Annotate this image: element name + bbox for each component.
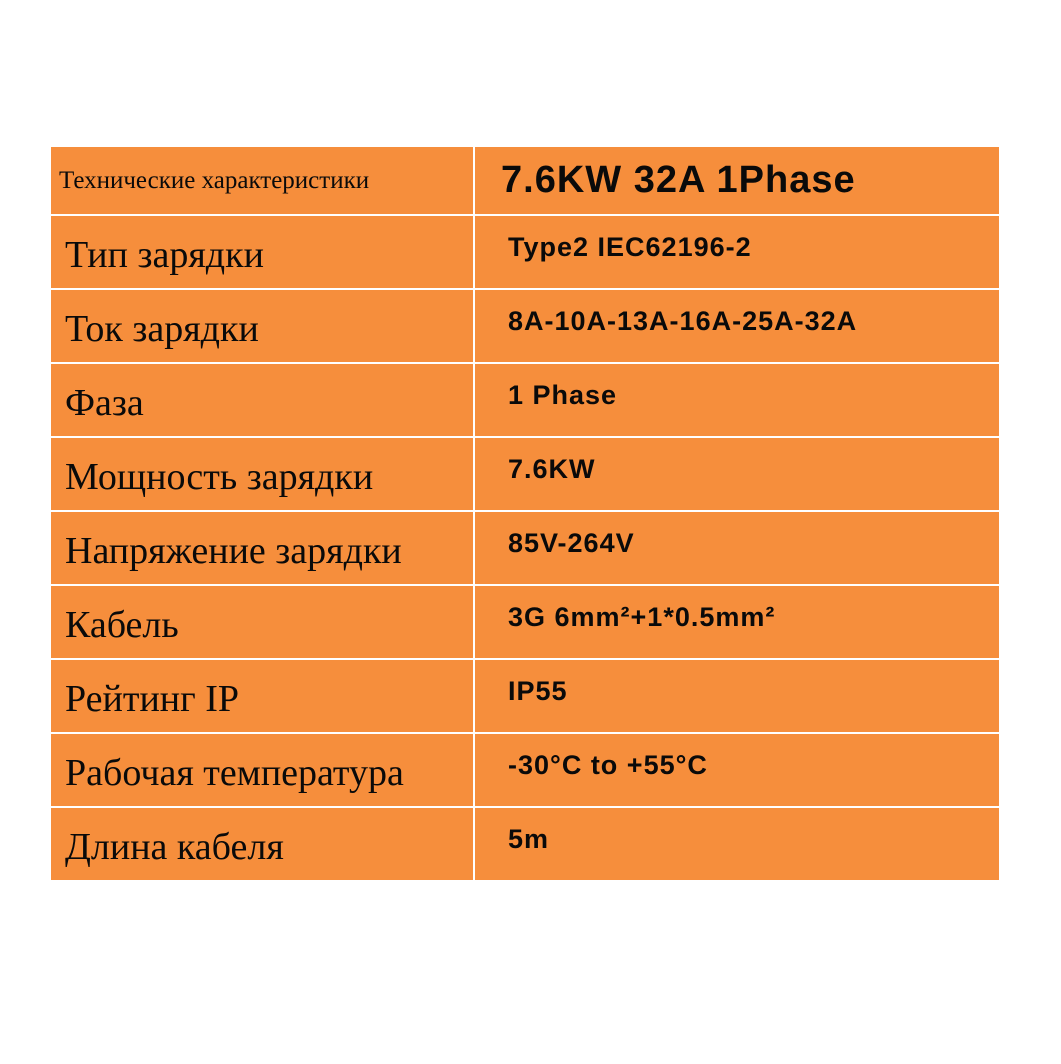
row-value-operating-temperature: -30°C to +55°C (474, 733, 1000, 807)
row-label-cable: Кабель (50, 585, 474, 659)
table-row (50, 659, 1000, 733)
row-value-phase: 1 Phase (474, 363, 1000, 437)
row-label-operating-temperature: Рабочая температура (50, 733, 474, 807)
row-value-cable: 3G 6mm²+1*0.5mm² (474, 585, 1000, 659)
row-label-charging-power: Мощность зарядки (50, 437, 474, 511)
header-label-cell: Технические характеристики (50, 146, 474, 215)
row-label-ip-rating: Рейтинг IP (50, 659, 474, 733)
spec-table (49, 145, 1001, 882)
table-header-row (50, 146, 1000, 215)
row-label-charging-voltage: Напряжение зарядки (50, 511, 474, 585)
row-value-ip-rating: IP55 (474, 659, 1000, 733)
table-row (50, 215, 1000, 289)
table-row (50, 585, 1000, 659)
row-value-charging-voltage: 85V-264V (474, 511, 1000, 585)
row-label-phase: Фаза (50, 363, 474, 437)
table-row (50, 363, 1000, 437)
row-value-charging-type: Type2 IEC62196-2 (474, 215, 1000, 289)
row-value-charging-power: 7.6KW (474, 437, 1000, 511)
row-value-cable-length: 5m (474, 807, 1000, 881)
row-label-charging-current: Ток зарядки (50, 289, 474, 363)
row-label-cable-length: Длина кабеля (50, 807, 474, 881)
row-value-charging-current: 8A-10A-13A-16A-25A-32A (474, 289, 1000, 363)
header-value-cell: 7.6KW 32A 1Phase (474, 146, 1000, 215)
table-row (50, 289, 1000, 363)
table-row (50, 437, 1000, 511)
row-label-charging-type: Тип зарядки (50, 215, 474, 289)
table-row (50, 733, 1000, 807)
table-row (50, 511, 1000, 585)
table-row (50, 807, 1000, 881)
